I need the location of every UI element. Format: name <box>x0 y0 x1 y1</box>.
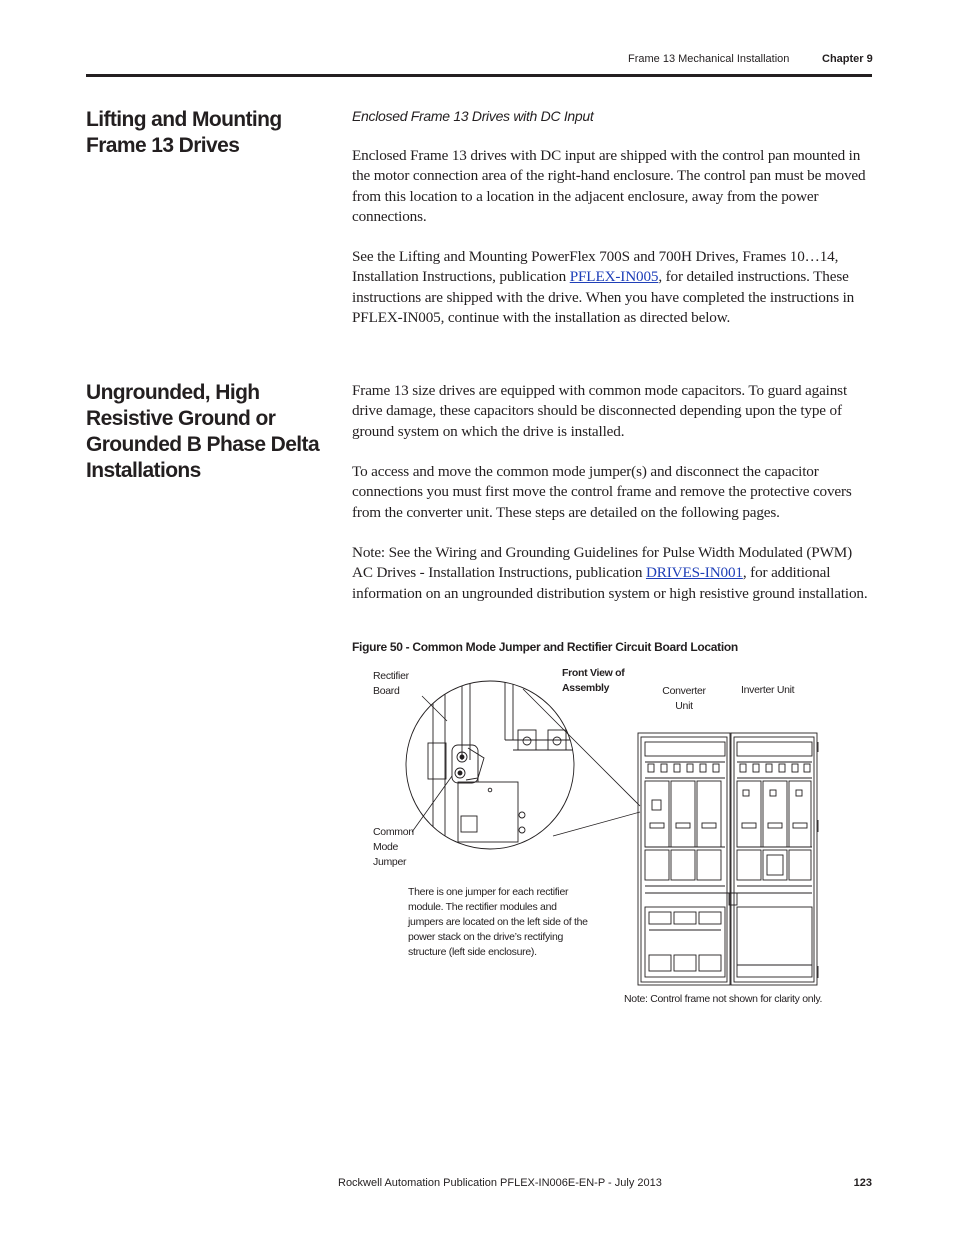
running-header-section: Frame 13 Mechanical Installation <box>628 53 790 65</box>
label-converter-unit: Converter Unit <box>662 685 706 712</box>
section-heading-lifting: Lifting and Mounting Frame 13 Drives <box>86 108 282 157</box>
section-heading-ungrounded: Ungrounded, High Resistive Ground or Grounded B Phase Delta Installations <box>86 381 320 482</box>
paragraph-text: , for additional information on an ungrounded distribution system or high resistive ground installation. <box>352 564 868 602</box>
paragraph-access-jumpers: To access and move the common mode jumper(s) and disconnect the capacitor connections you must first move the control frame and remove the protective covers from the converter unit. These steps are detailed on the following pages. <box>352 463 852 521</box>
pflex-in005-link[interactable]: PFLEX-IN005 <box>569 268 659 286</box>
running-header-chapter: Chapter 9 <box>822 53 873 65</box>
subheading-enclosed-dc: Enclosed Frame 13 Drives with DC Input <box>352 108 594 124</box>
paragraph-lifting-instructions <box>352 247 872 328</box>
paragraph-text: See the Lifting and Mounting PowerFlex 700S and 700H Drives, Frames 10…14, Installation Instructions, publication <box>352 248 839 286</box>
header-rule <box>86 74 872 77</box>
footer-publication: Rockwell Automation Publication PFLEX-IN006E-EN-P - July 2013 <box>338 1177 662 1189</box>
drives-in001-link[interactable]: DRIVES-IN001 <box>645 564 743 582</box>
paragraph-text: Note: See the Wiring and Grounding Guidelines for Pulse Width Modulated (PWM) AC Drives - Installation Instructions, publication <box>352 544 853 582</box>
label-inverter-unit: Inverter Unit <box>741 684 795 696</box>
label-rectifier-board: Rectifier Board <box>373 670 409 697</box>
label-common-mode-jumper: Common Mode Jumper <box>373 826 414 868</box>
figure-note-jumper: There is one jumper for each rectifier module. The rectifier modules and jumpers are located on the left side of the power stack on the drive’s rectifying structure (left side enclosure). <box>408 886 588 958</box>
page-number: 123 <box>853 1177 872 1189</box>
paragraph-common-mode-capacitors: Frame 13 size drives are equipped with common mode capacitors. To guard against drive damage, these capacitors should be disconnected depending upon the type of ground system on which the drive is installed. <box>352 382 848 440</box>
figure-note-control-frame: Note: Control frame not shown for clarity only. <box>624 993 823 1005</box>
drive-front-view <box>638 733 818 985</box>
figure-caption: Figure 50 - Common Mode Jumper and Rectifier Circuit Board Location <box>352 640 738 654</box>
label-front-view: Front View of Assembly <box>562 667 625 694</box>
paragraph-text: , for detailed instructions. These instructions are shipped with the drive. When you have completed the instructions in PFLEX-IN005, continue with the installation as directed below. <box>352 268 855 326</box>
paragraph-control-pan: Enclosed Frame 13 drives with DC input are shipped with the control pan mounted in the motor connection area of the right-hand enclosure. The control pan must be moved from this location to a location in the adjacent enclosure, away from the power connections. <box>352 147 866 225</box>
detail-magnifier <box>406 680 580 850</box>
paragraph-wiring-note <box>352 543 872 604</box>
